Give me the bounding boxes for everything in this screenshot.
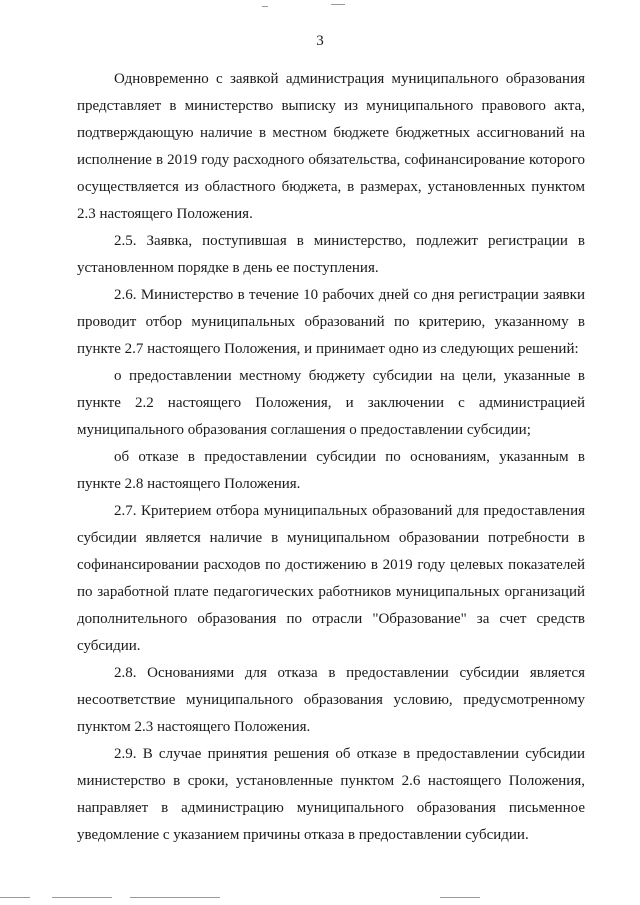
paragraph-2-8: 2.8. Основаниями для отказа в предоставлении субсидии является несоответствие муниципального образования условию, предусмотренному пунктом 2.3 настоящего Положения. (77, 665, 585, 735)
scan-artifact-bottom (0, 897, 30, 898)
paragraph-2-9: 2.9. В случае принятия решения об отказе в предоставлении субсидии министерство в сроки, установленные пунктом 2.6 настоящего Положения, направляет в администрацию муниципального образования письменное уведомление с указанием причины отказа в предоставлении субсидии. (77, 746, 585, 843)
scan-artifact-bottom (130, 897, 220, 898)
paragraph-application-extract: Одновременно с заявкой администрация муниципального образования представляет в министерство выписку из муниципального правового акта, подтверждающую наличие в местном бюджете бюджетных ассигнований на исполнение в 2019 году расходного обязательства, софинансирование которого осуществляется из областного бюджета, в размерах, установленных пунктом 2.3 настоящего Положения. (77, 71, 585, 222)
paragraph-decision-refusal: об отказе в предоставлении субсидии по основаниям, указанным в пункте 2.8 настоящего Положения. (77, 449, 585, 492)
document-body (77, 66, 585, 849)
page-number: 3 (316, 33, 324, 49)
paragraph-2-6: 2.6. Министерство в течение 10 рабочих дней со дня регистрации заявки проводит отбор муниципальных образований по критерию, указанному в пункте 2.7 настоящего Положения, и принимает одно из следующих решений: (77, 287, 585, 357)
scan-artifact-top (262, 6, 268, 7)
scan-artifact-top (331, 4, 345, 5)
scan-artifact-bottom (440, 897, 480, 898)
paragraph-decision-grant: о предоставлении местному бюджету субсидии на цели, указанные в пункте 2.2 настоящего Положения, и заключении с администрацией муниципального образования соглашения о предоставлении субсидии; (77, 368, 585, 438)
paragraph-2-5: 2.5. Заявка, поступившая в министерство, подлежит регистрации в установленном порядке в день ее поступления. (77, 233, 585, 276)
paragraph-2-7: 2.7. Критерием отбора муниципальных образований для предоставления субсидии является наличие в муниципальном образовании потребности в софинансировании расходов по достижению в 2019 году целевых показателей по заработной плате педагогических работников муниципальных организаций дополнительного образования по отрасли "Образование" за счет средств субсидии. (77, 503, 585, 654)
scan-artifact-bottom (52, 897, 112, 898)
